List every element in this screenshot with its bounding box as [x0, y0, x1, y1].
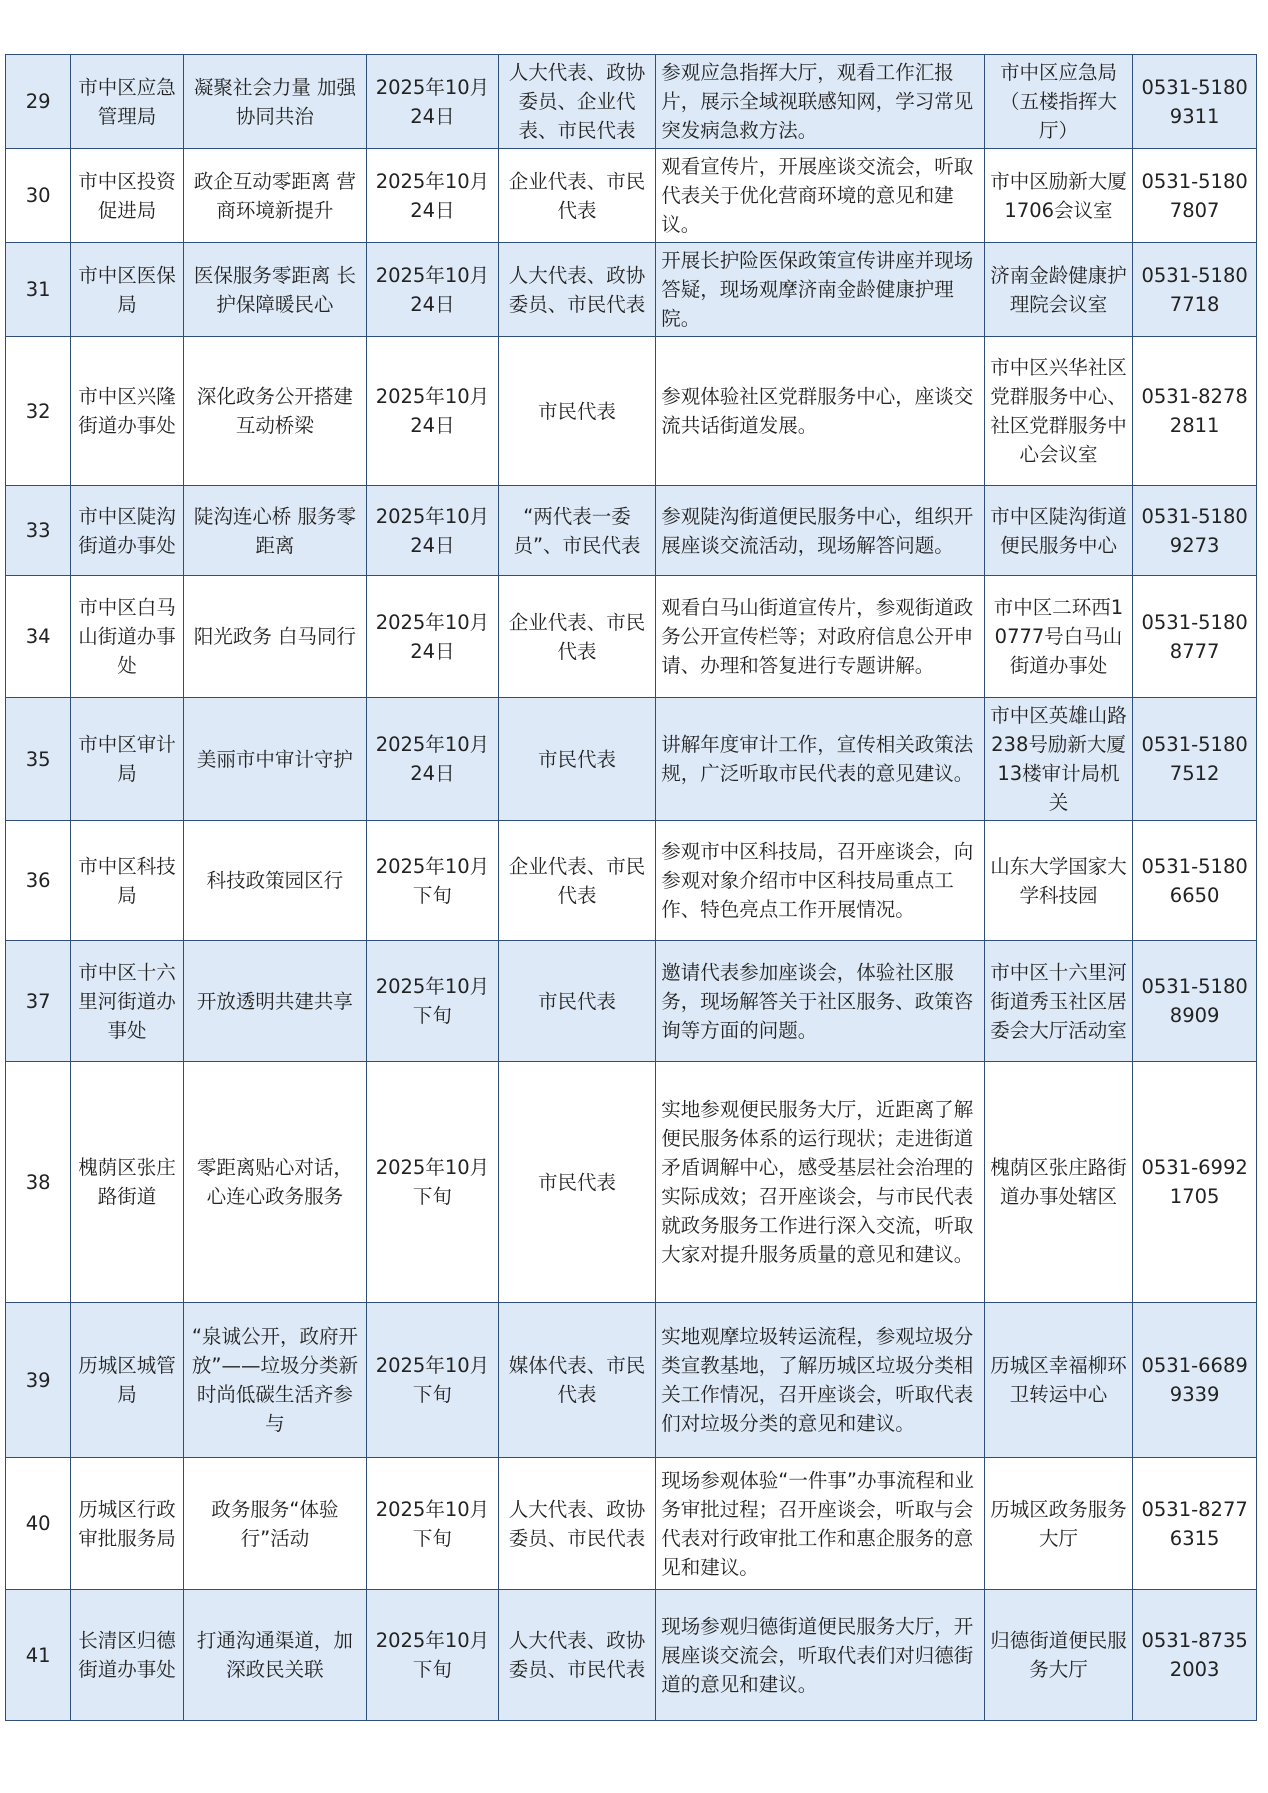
table-row: [6, 821, 1257, 941]
theme-cell: 科技政策园区行: [183, 821, 366, 941]
participants-cell: 市民代表: [498, 941, 656, 1062]
table-row: [6, 55, 1257, 149]
content-cell: 观看白马山街道宣传片，参观街道政务公开宣传栏等；对政府信息公开申请、办理和答复进行专题讲解。: [656, 576, 985, 698]
table-row: [6, 1062, 1257, 1303]
place-cell: 归德街道便民服务大厅: [984, 1590, 1133, 1721]
participants-cell: 人大代表、政协委员、市民代表: [498, 1590, 656, 1721]
phone-cell: 0531-51807718: [1133, 243, 1257, 337]
place-cell: 市中区应急局（五楼指挥大厅）: [984, 55, 1133, 149]
phone-cell: 0531-51807807: [1133, 149, 1257, 243]
content-cell: 邀请代表参加座谈会，体验社区服务，现场解答关于社区服务、政策咨询等方面的问题。: [656, 941, 985, 1062]
date-cell: 2025年10月下旬: [367, 1062, 499, 1303]
content-cell: 开展长护险医保政策宣传讲座并现场答疑，现场观摩济南金龄健康护理院。: [656, 243, 985, 337]
phone-cell: 0531-69921705: [1133, 1062, 1257, 1303]
theme-cell: 开放透明共建共享: [183, 941, 366, 1062]
place-cell: 市中区励新大厦1706会议室: [984, 149, 1133, 243]
row-number: 40: [6, 1458, 71, 1590]
phone-cell: 0531-66899339: [1133, 1303, 1257, 1458]
date-cell: 2025年10月下旬: [367, 941, 499, 1062]
unit-cell: 市中区科技局: [71, 821, 184, 941]
place-cell: 济南金龄健康护理院会议室: [984, 243, 1133, 337]
content-cell: 参观市中区科技局，召开座谈会，向参观对象介绍市中区科技局重点工作、特色亮点工作开展情况。: [656, 821, 985, 941]
row-number: 31: [6, 243, 71, 337]
place-cell: 历城区幸福柳环卫转运中心: [984, 1303, 1133, 1458]
schedule-table: [5, 54, 1257, 1721]
theme-cell: “泉诚公开，政府开放”——垃圾分类新时尚低碳生活齐参与: [183, 1303, 366, 1458]
phone-cell: 0531-51809311: [1133, 55, 1257, 149]
phone-cell: 0531-51809273: [1133, 486, 1257, 576]
date-cell: 2025年10月24日: [367, 698, 499, 821]
row-number: 29: [6, 55, 71, 149]
theme-cell: 零距离贴心对话，心连心政务服务: [183, 1062, 366, 1303]
table-row: [6, 941, 1257, 1062]
participants-cell: 企业代表、市民代表: [498, 149, 656, 243]
unit-cell: 市中区十六里河街道办事处: [71, 941, 184, 1062]
row-number: 39: [6, 1303, 71, 1458]
content-cell: 实地参观便民服务大厅，近距离了解便民服务体系的运行现状；走进街道矛盾调解中心，感受基层社会治理的实际成效；召开座谈会，与市民代表就政务服务工作进行深入交流，听取大家对提升服务质量的意见和建议。: [656, 1062, 985, 1303]
unit-cell: 市中区医保局: [71, 243, 184, 337]
table-row: [6, 1303, 1257, 1458]
phone-cell: 0531-51806650: [1133, 821, 1257, 941]
table-row: [6, 576, 1257, 698]
unit-cell: 市中区陡沟街道办事处: [71, 486, 184, 576]
participants-cell: 企业代表、市民代表: [498, 821, 656, 941]
theme-cell: 阳光政务 白马同行: [183, 576, 366, 698]
theme-cell: 医保服务零距离 长护保障暖民心: [183, 243, 366, 337]
unit-cell: 市中区应急管理局: [71, 55, 184, 149]
row-number: 30: [6, 149, 71, 243]
row-number: 36: [6, 821, 71, 941]
content-cell: 实地观摩垃圾转运流程，参观垃圾分类宣教基地，了解历城区垃圾分类相关工作情况，召开座谈会，听取代表们对垃圾分类的意见和建议。: [656, 1303, 985, 1458]
table-row: [6, 337, 1257, 486]
theme-cell: 美丽市中审计守护: [183, 698, 366, 821]
place-cell: 市中区陡沟街道便民服务中心: [984, 486, 1133, 576]
table-row: [6, 486, 1257, 576]
row-number: 34: [6, 576, 71, 698]
phone-cell: 0531-51807512: [1133, 698, 1257, 821]
unit-cell: 市中区投资促进局: [71, 149, 184, 243]
theme-cell: 打通沟通渠道，加深政民关联: [183, 1590, 366, 1721]
participants-cell: 市民代表: [498, 1062, 656, 1303]
theme-cell: 凝聚社会力量 加强协同共治: [183, 55, 366, 149]
theme-cell: 深化政务公开搭建互动桥梁: [183, 337, 366, 486]
place-cell: 市中区十六里河街道秀玉社区居委会大厅活动室: [984, 941, 1133, 1062]
table-row: [6, 1458, 1257, 1590]
participants-cell: 人大代表、政协委员、市民代表: [498, 243, 656, 337]
date-cell: 2025年10月下旬: [367, 821, 499, 941]
place-cell: 历城区政务服务大厅: [984, 1458, 1133, 1590]
unit-cell: 槐荫区张庄路街道: [71, 1062, 184, 1303]
row-number: 38: [6, 1062, 71, 1303]
phone-cell: 0531-51808909: [1133, 941, 1257, 1062]
date-cell: 2025年10月24日: [367, 337, 499, 486]
date-cell: 2025年10月24日: [367, 149, 499, 243]
theme-cell: 政务服务“体验行”活动: [183, 1458, 366, 1590]
content-cell: 观看宣传片，开展座谈交流会，听取代表关于优化营商环境的意见和建议。: [656, 149, 985, 243]
unit-cell: 市中区兴隆街道办事处: [71, 337, 184, 486]
unit-cell: 历城区城管局: [71, 1303, 184, 1458]
participants-cell: 人大代表、政协委员、市民代表: [498, 1458, 656, 1590]
date-cell: 2025年10月24日: [367, 486, 499, 576]
table-row: [6, 243, 1257, 337]
table-row: [6, 698, 1257, 821]
unit-cell: 市中区审计局: [71, 698, 184, 821]
content-cell: 讲解年度审计工作，宣传相关政策法规，广泛听取市民代表的意见建议。: [656, 698, 985, 821]
phone-cell: 0531-87352003: [1133, 1590, 1257, 1721]
row-number: 35: [6, 698, 71, 821]
row-number: 33: [6, 486, 71, 576]
date-cell: 2025年10月下旬: [367, 1590, 499, 1721]
date-cell: 2025年10月下旬: [367, 1458, 499, 1590]
participants-cell: 企业代表、市民代表: [498, 576, 656, 698]
date-cell: 2025年10月24日: [367, 576, 499, 698]
participants-cell: 市民代表: [498, 337, 656, 486]
place-cell: 山东大学国家大学科技园: [984, 821, 1133, 941]
theme-cell: 陡沟连心桥 服务零距离: [183, 486, 366, 576]
table-row: [6, 1590, 1257, 1721]
row-number: 41: [6, 1590, 71, 1721]
row-number: 32: [6, 337, 71, 486]
content-cell: 现场参观体验“一件事”办事流程和业务审批过程；召开座谈会，听取与会代表对行政审批工作和惠企服务的意见和建议。: [656, 1458, 985, 1590]
phone-cell: 0531-82776315: [1133, 1458, 1257, 1590]
place-cell: 市中区英雄山路238号励新大厦13楼审计局机关: [984, 698, 1133, 821]
phone-cell: 0531-82782811: [1133, 337, 1257, 486]
theme-cell: 政企互动零距离 营商环境新提升: [183, 149, 366, 243]
place-cell: 槐荫区张庄路街道办事处辖区: [984, 1062, 1133, 1303]
unit-cell: 长清区归德街道办事处: [71, 1590, 184, 1721]
place-cell: 市中区兴华社区党群服务中心、社区党群服务中心会议室: [984, 337, 1133, 486]
participants-cell: 媒体代表、市民代表: [498, 1303, 656, 1458]
table-row: [6, 149, 1257, 243]
content-cell: 参观应急指挥大厅，观看工作汇报片，展示全域视联感知网，学习常见突发病急救方法。: [656, 55, 985, 149]
content-cell: 参观陡沟街道便民服务中心，组织开展座谈交流活动，现场解答问题。: [656, 486, 985, 576]
participants-cell: 市民代表: [498, 698, 656, 821]
unit-cell: 历城区行政审批服务局: [71, 1458, 184, 1590]
phone-cell: 0531-51808777: [1133, 576, 1257, 698]
row-number: 37: [6, 941, 71, 1062]
date-cell: 2025年10月下旬: [367, 1303, 499, 1458]
content-cell: 现场参观归德街道便民服务大厅，开展座谈交流会，听取代表们对归德街道的意见和建议。: [656, 1590, 985, 1721]
unit-cell: 市中区白马山街道办事处: [71, 576, 184, 698]
place-cell: 市中区二环西10777号白马山街道办事处: [984, 576, 1133, 698]
participants-cell: 人大代表、政协委员、企业代表、市民代表: [498, 55, 656, 149]
participants-cell: “两代表一委员”、市民代表: [498, 486, 656, 576]
date-cell: 2025年10月24日: [367, 55, 499, 149]
content-cell: 参观体验社区党群服务中心，座谈交流共话街道发展。: [656, 337, 985, 486]
date-cell: 2025年10月24日: [367, 243, 499, 337]
